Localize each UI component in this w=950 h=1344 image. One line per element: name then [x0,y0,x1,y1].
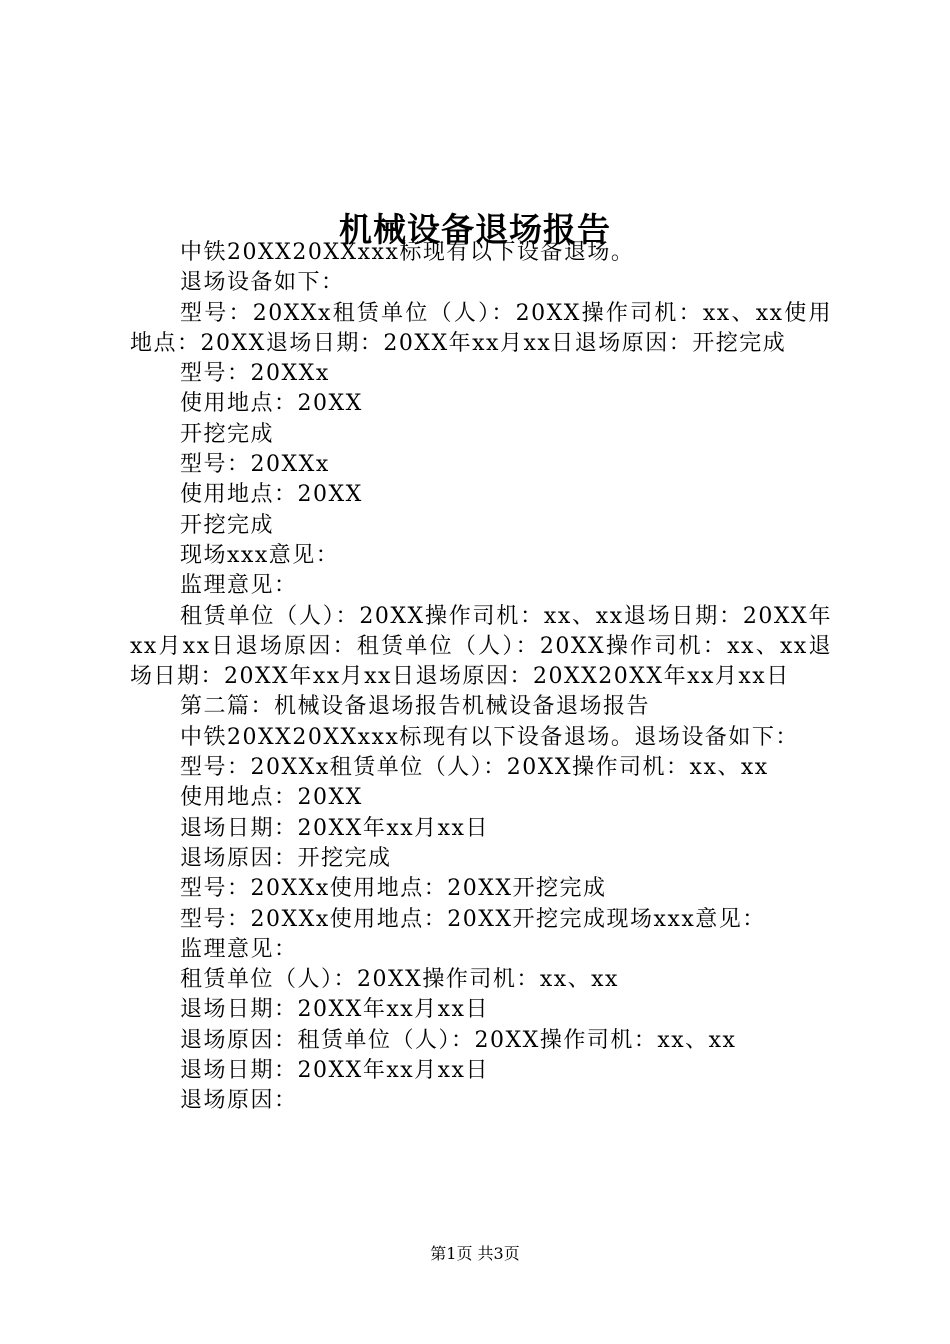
paragraph: 退场日期：20XX年xx月xx日 [180,1058,489,1084]
paragraph: 中铁20XX20XXxxx标现有以下设备退场。 [180,240,635,265]
paragraph: 租赁单位（人）：20XX操作司机：xx、xx退场日期：20XX年xx月xx日退场原因：租赁单位（人）：20XX操作司机：xx、xx退场日期：20XX年xx月xx日退场原因：20XX20XX年xx月xx日 [130,603,832,690]
paragraph: 型号：20XXx租赁单位（人）：20XX操作司机：xx、xx使用地点：20XX退场日期：20XX年xx月xx日退场原因：开挖完成 [130,300,832,356]
document-body [130,238,832,1117]
paragraph: 使用地点：20XX [180,785,363,811]
paragraph: 型号：20XXx使用地点：20XX开挖完成 [180,876,607,902]
paragraph: 开挖完成 [180,421,275,447]
paragraph: 监理意见： [180,573,298,599]
document-title: 机械设备退场报告 [339,210,611,250]
paragraph: 中铁20XX20XXxxx标现有以下设备退场。退场设备如下： [180,724,799,750]
paragraph: 退场原因： [180,1088,298,1114]
paragraph: 退场日期：20XX年xx月xx日 [180,815,489,841]
paragraph: 使用地点：20XX [180,482,363,508]
section-heading: 第二篇：机械设备退场报告机械设备退场报告 [180,694,651,720]
paragraph: 退场设备如下： [180,270,345,296]
paragraph: 租赁单位（人）：20XX操作司机：xx、xx [180,967,619,993]
page-number-footer: 第1页 共3页 [430,1244,520,1263]
paragraph: 型号：20XXx [180,452,330,478]
paragraph: 使用地点：20XX [180,391,363,417]
paragraph: 退场原因：开挖完成 [180,845,392,871]
paragraph: 退场日期：20XX年xx月xx日 [180,997,489,1023]
paragraph: 监理意见： [180,936,298,962]
paragraph: 开挖完成 [180,512,275,538]
paragraph: 型号：20XXx租赁单位（人）：20XX操作司机：xx、xx [180,755,769,781]
paragraph: 型号：20XXx使用地点：20XX开挖完成现场xxx意见： [180,906,766,932]
paragraph: 现场xxx意见： [180,542,340,568]
paragraph: 退场原因：租赁单位（人）：20XX操作司机：xx、xx [180,1027,737,1053]
paragraph: 型号：20XXx [180,361,330,387]
